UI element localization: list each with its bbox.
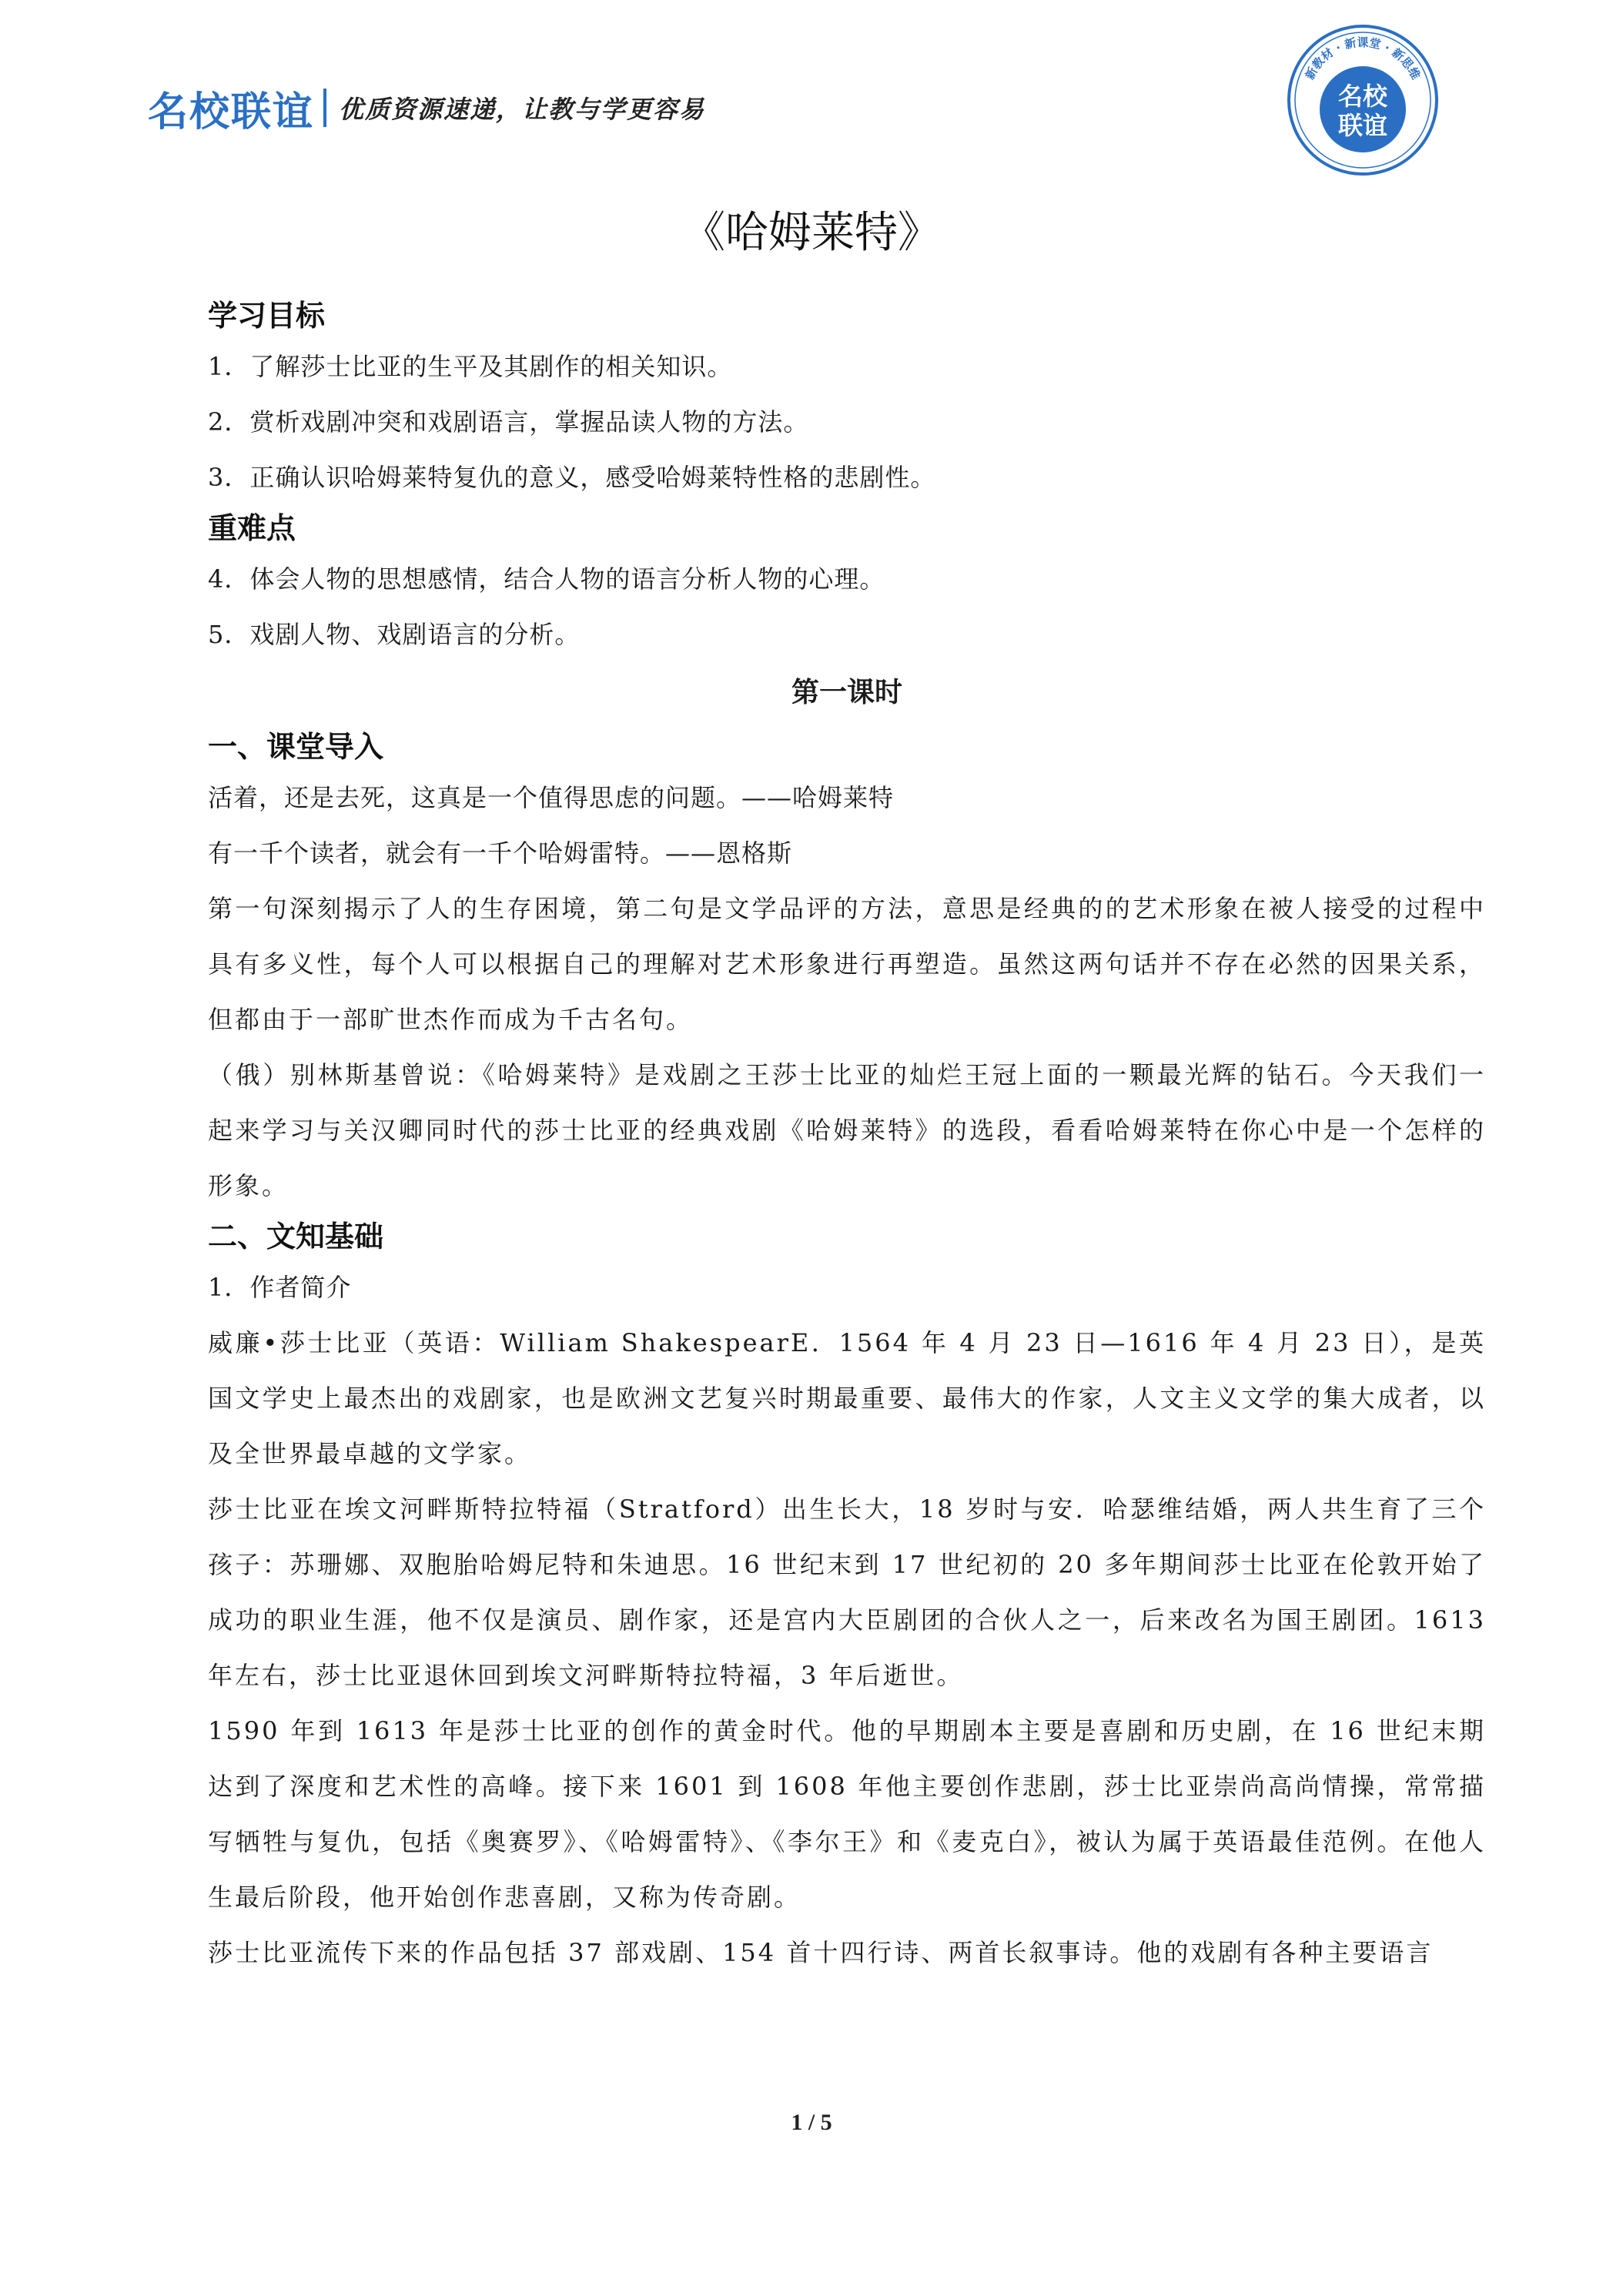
- intro-paragraph: （俄）别林斯基曾说：《哈姆莱特》是戏剧之王莎士比亚的灿烂王冠上面的一颗最光辉的钻石。今天我们一起来学习与关汉卿同时代的莎士比亚的经典戏剧《哈姆莱特》的选段，看看哈姆莱特在你心中是一个怎样的形象。: [208, 1060, 1486, 1200]
- goal-item: 3．正确认识哈姆莱特复仇的意义，感受哈姆莱特性格的悲剧性。: [208, 463, 936, 492]
- school-seal-logo: [1286, 23, 1440, 177]
- keypoint-item: 4．体会人物的思想感情，结合人物的语言分析人物的心理。: [208, 564, 885, 594]
- basics-paragraph: 莎士比亚流传下来的作品包括 37 部戏剧、154 首十四行诗、两首长叙事诗。他的戏剧有各种主要语言: [208, 1938, 1434, 1967]
- page-number: 1 / 5: [791, 2110, 832, 2135]
- header-tagline: 优质资源速递，让教与学更容易: [339, 95, 706, 124]
- seal-center-text-2: 联谊: [1337, 111, 1388, 140]
- goals-heading: 学习目标: [208, 299, 326, 333]
- keypoints-heading: 重难点: [208, 511, 296, 545]
- page-header: [148, 77, 705, 139]
- lesson-heading: 第一课时: [791, 677, 902, 708]
- document-body: [208, 293, 1486, 1980]
- intro-paragraph: 第一句深刻揭示了人的生存困境，第二句是文学品评的方法，意思是经典的的艺术形象在被人接受的过程中具有多义性，每个人可以根据自己的理解对艺术形象进行再塑造。虽然这两句话并不存在必然的因果关系，但都由于一部旷世杰作而成为千古名句。: [208, 894, 1486, 1034]
- brand-logo: 名校联谊: [148, 89, 315, 136]
- goal-item: 1．了解莎士比亚的生平及其剧作的相关知识。: [208, 352, 733, 381]
- basics-paragraph: 1590 年到 1613 年是莎士比亚的创作的黄金时代。他的早期剧本主要是喜剧和历史剧，在 16 世纪末期达到了深度和艺术性的高峰。接下来 1601 到 1608 年他主要创作悲剧，莎士比亚崇尚高尚情操，常常描写牺牲与复仇，包括《奥赛罗》、《哈姆雷特》、《李尔王》和《麦克白》，被认为属于英语最佳范例。在他人生最后阶段，他开始创作悲喜剧，又称为传奇剧。: [208, 1716, 1486, 1912]
- basics-subheading: 1．作者简介: [208, 1273, 352, 1302]
- basics-heading: 二、文知基础: [208, 1220, 384, 1253]
- header-divider: [323, 89, 326, 127]
- goal-item: 2．赏析戏剧冲突和戏剧语言，掌握品读人物的方法。: [208, 407, 809, 437]
- seal-ring-text: 新教材 · 新课堂 · 新思维: [1302, 35, 1424, 82]
- intro-quote: 有一千个读者，就会有一千个哈姆雷特。——恩格斯: [208, 838, 793, 868]
- intro-quote: 活着，还是去死，这真是一个值得思虑的问题。——哈姆莱特: [208, 783, 895, 812]
- basics-paragraph: 莎士比亚在埃文河畔斯特拉特福（Stratford）出生长大，18 岁时与安．哈瑟维结婚，两人共生育了三个孩子：苏珊娜、双胞胎哈姆尼特和朱迪思。16 世纪末到 17 世纪初的 20 多年期间莎士比亚在伦敦开始了成功的职业生涯，他不仅是演员、剧作家，还是宫内大臣剧团的合伙人之一，后来改名为国王剧团。1613 年左右，莎士比亚退休回到埃文河畔斯特拉特福，3 年后逝世。: [208, 1494, 1486, 1690]
- basics-paragraph: 威廉•莎士比亚（英语：William ShakespearE．1564 年 4 月 23 日—1616 年 4 月 23 日），是英国文学史上最杰出的戏剧家，也是欧洲文艺复兴时期最重要、最伟大的作家，人文主义文学的集大成者，以及全世界最卓越的文学家。: [208, 1328, 1486, 1468]
- keypoint-item: 5．戏剧人物、戏剧语言的分析。: [208, 620, 581, 649]
- intro-heading: 一、课堂导入: [208, 730, 384, 764]
- seal-center-text-1: 名校: [1337, 82, 1388, 111]
- document-title: 《哈姆莱特》: [682, 208, 941, 258]
